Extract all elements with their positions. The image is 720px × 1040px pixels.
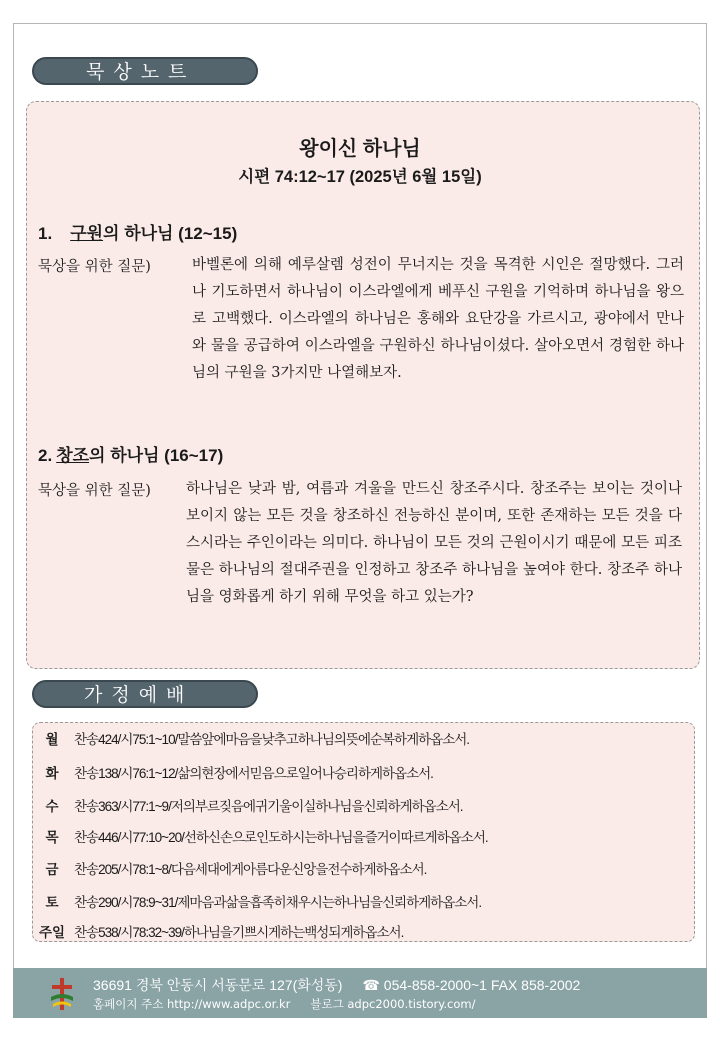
homepage-link[interactable]: 홈페이지 주소 http://www.adpc.or.kr <box>93 997 291 1011</box>
worship-text: 찬송205/시78:1~8/다음세대에게아름다운신앙을전수하게하옵소서. <box>74 862 427 877</box>
worship-row <box>36 762 686 782</box>
worship-day: 목 <box>45 830 59 845</box>
worship-text: 찬송363/시77:1~9/저의부르짖음에귀기울이실하나님을신뢰하게하옵소서. <box>74 799 463 814</box>
question-text: 하나님은 낮과 밤, 여름과 겨울을 만드신 창조주시다. 창조주는 보이는 것이나 보이지 않는 모든 것을 창조하신 전능하신 분이며, 또한 존재하는 모든 것을 다스시라는 주인이라는 의미다. 하나님이 모든 것의 근원이시기 때문에 모든 피조물은 하나님의 절대주권을 인정하고 창조주 하나님을 높여야 한다. 창조주 하나님을 영화롭게 하기 위해 무엇을 하고 있는가? <box>186 481 682 605</box>
sermon-subtitle: 시편 74:12~17 (2025년 6월 15일) <box>238 168 482 186</box>
worship-text: 찬송446/시77:10~20/선하신손으로인도하시는하나님을즐거이따르게하옵소서. <box>74 830 488 845</box>
family-worship-header: 가정예배 <box>32 680 258 708</box>
blog-link[interactable]: 블로그 adpc2000.tistory.com/ <box>310 997 476 1011</box>
question-label: 묵상을 위한 질문) <box>38 483 151 499</box>
section-keyword: 창조 <box>56 446 90 465</box>
footer-bar <box>13 968 707 1018</box>
worship-row <box>36 921 686 941</box>
section-number: 1. <box>38 224 53 243</box>
worship-row <box>36 728 686 748</box>
question-label: 묵상을 위한 질문) <box>38 259 151 275</box>
meditation-header: 묵상노트 <box>32 57 258 85</box>
worship-text: 찬송290/시78:9~31/제마음과삶을흡족히채우시는하나님을신뢰하게하옵소서. <box>74 895 482 910</box>
worship-text: 찬송138/시76:1~12/삶의현장에서믿음으로일어나승리하게하옵소서. <box>74 766 433 781</box>
section-heading-rest: 의 하나님 (12~15) <box>103 224 238 243</box>
footer-line-2 <box>93 996 476 1012</box>
worship-day: 화 <box>45 766 59 781</box>
worship-day: 금 <box>45 862 59 877</box>
question-text: 바벨론에 의해 예루살렘 성전이 무너지는 것을 목격한 시인은 절망했다. 그러나 기도하면서 하나님이 이스라엘에게 베푸신 구원을 기억하며 하나님을 왕으로 고백했다. 이스라엘의 하나님은 홍해와 요단강을 가르시고, 광야에서 만나와 물을 공급하여 이스라엘을 구원하신 하나님이셨다. 살아오면서 경험한 하나님의 구원을 3가지만 나열해보자. <box>192 257 684 381</box>
sermon-title: 왕이신 하나님 <box>299 138 421 160</box>
worship-row <box>36 795 686 815</box>
footer-line-1 <box>93 975 580 995</box>
worship-day: 주일 <box>38 925 66 940</box>
worship-row <box>36 891 686 911</box>
worship-day: 수 <box>45 799 59 814</box>
section-1-heading <box>38 219 237 244</box>
section-keyword: 구원 <box>70 224 104 243</box>
church-address: 36691 경북 안동시 서동문로 127(화성동) <box>93 977 343 993</box>
worship-text: 찬송424/시75:1~10/말씀앞에마음을낮추고하나님의뜻에순복하게하옵소서. <box>74 732 470 747</box>
section-heading-rest: 의 하나님 (16~17) <box>89 446 224 465</box>
worship-text: 찬송538/시78:32~39/하나님을기쁘시게하는백성되게하옵소서. <box>74 925 404 940</box>
worship-day: 월 <box>45 732 59 747</box>
worship-day: 토 <box>45 895 59 910</box>
worship-row <box>36 858 686 878</box>
worship-row <box>36 826 686 846</box>
church-phone: ☎ 054-858-2000~1 FAX 858-2002 <box>362 977 581 993</box>
section-number: 2. <box>38 446 53 465</box>
church-logo-icon <box>49 977 75 1011</box>
section-2-heading <box>38 441 223 466</box>
